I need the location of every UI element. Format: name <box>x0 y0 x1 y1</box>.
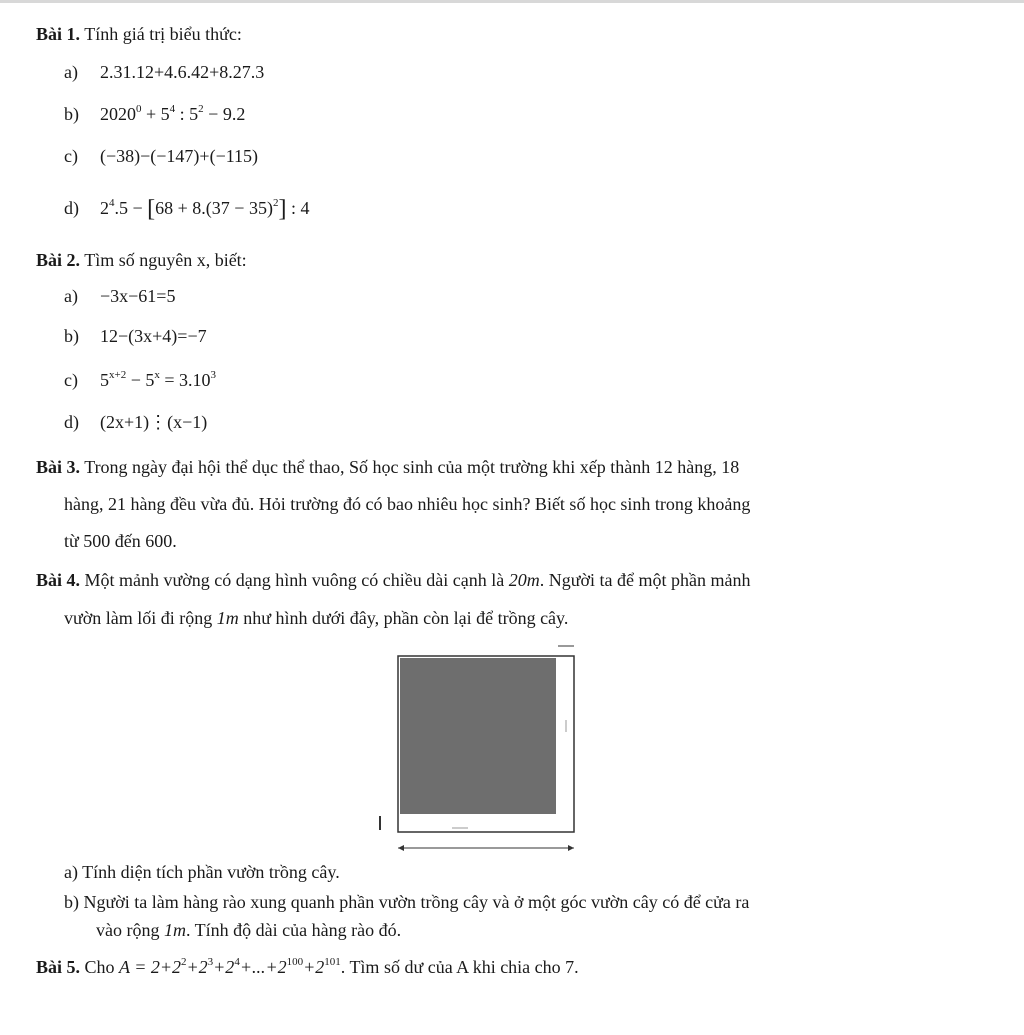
b1-b: b) $2020^0 + 5^4$ : $5^2 - 9.2$ <box>64 103 246 124</box>
b4-line2: vườn làm lối đi rộng 1m như hình dưới đây, phần còn lại để trồng cây. <box>64 608 569 628</box>
arrow-left-head <box>398 845 404 851</box>
b2-d: d) (2x+1)⋮(x−1) <box>64 412 208 432</box>
b5-line: Bài 5. Cho $A = 2+2^2+2^3+2^4+...+2^{100}+2^{101}$. Tìm số dư của A khi chia cho 7. <box>36 956 579 977</box>
top-edge <box>0 0 1024 3</box>
b2-b: b) 12−(3x+4)=−7 <box>64 326 207 346</box>
b2-c: c) $5^{x+2} - 5^x = 3.10^3$ <box>64 369 217 390</box>
b1-text: Tính giá trị biểu thức: <box>84 24 242 44</box>
arrow-right-head <box>568 845 574 851</box>
b1-d: d) $2^4.5 - [68 + 8.(37 - 35)^2]$ : 4 <box>64 196 310 222</box>
b4-question-b-line2: vào rộng 1m. Tính độ dài của hàng rào đó. <box>96 920 402 940</box>
b4-line1: Bài 4. Một mảnh vường có dạng hình vuông có chiều dài cạnh là 20m. Người ta để một phần mảnh <box>36 570 751 590</box>
b3-line2: hàng, 21 hàng đều vừa đủ. Hỏi trường đó có bao nhiêu học sinh? Biết số học sinh trong khoảng <box>64 494 751 514</box>
b2-a: a) −3x−61=5 <box>64 286 176 306</box>
b1-a: a) 2.31.12+4.6.42+8.27.3 <box>64 62 265 82</box>
b1-c: c) (−38)−(−147)+(−115) <box>64 146 259 166</box>
b4-question-b-line1: b) Người ta làm hàng rào xung quanh phần vườn trồng cây và ở một góc vườn cây có để cửa ra <box>64 892 750 912</box>
b3-line1: Bài 3. Trong ngày đại hội thể dục thể thao, Số học sinh của một trường khi xếp thành 12 hàng, 18 <box>36 457 740 477</box>
garden-figure <box>370 636 590 858</box>
b2-heading: Bài 2. Tìm số nguyên x, biết: <box>36 250 247 270</box>
garden-diagram <box>370 636 590 858</box>
b1-heading <box>36 22 242 46</box>
planting-area <box>400 658 556 814</box>
b4-question-a: a) Tính diện tích phần vườn trồng cây. <box>64 862 340 882</box>
b3-line3: từ 500 đến 600. <box>64 531 177 551</box>
b1-title: Bài 1. <box>36 24 81 44</box>
